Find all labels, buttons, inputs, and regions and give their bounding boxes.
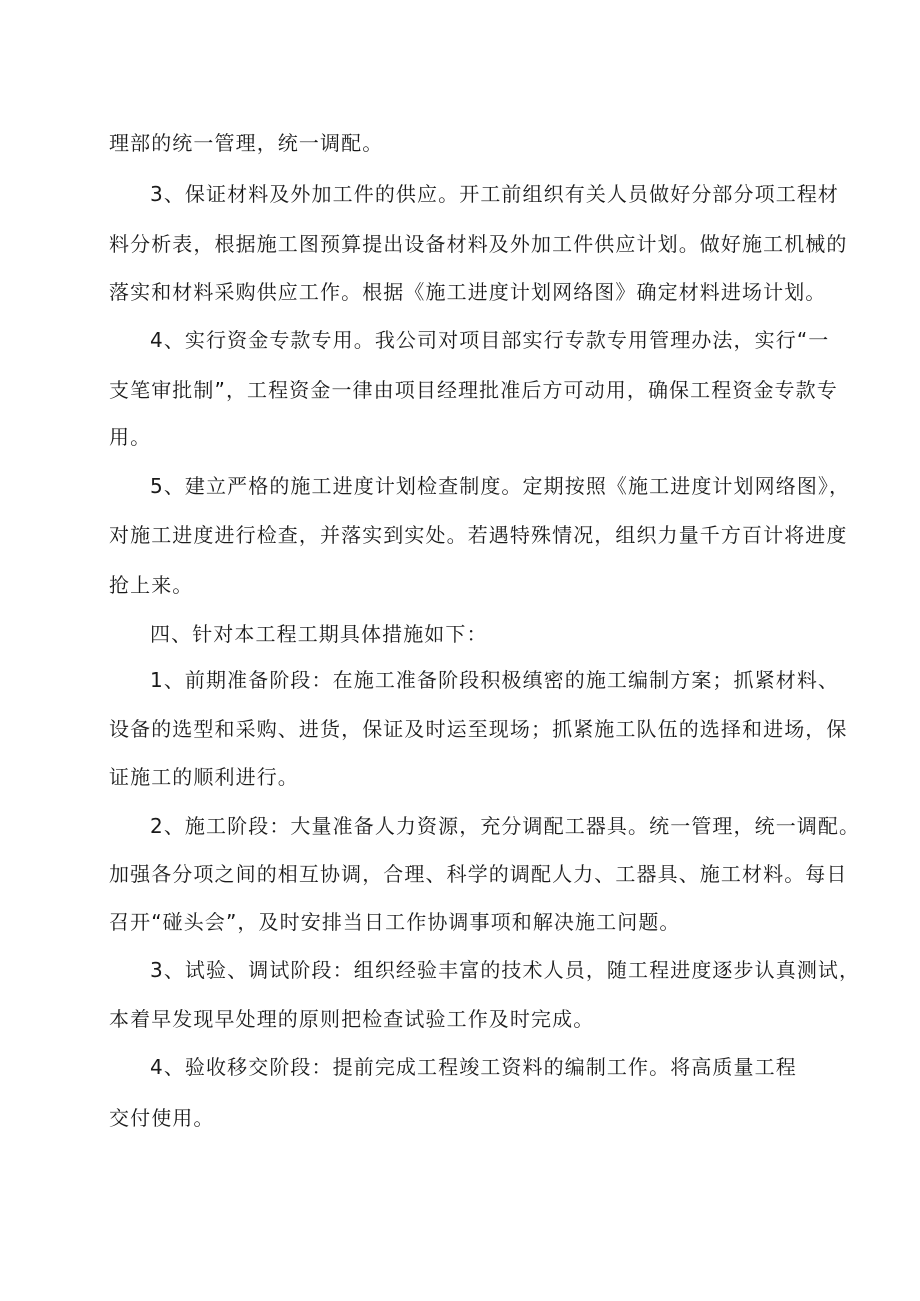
text-line: 1、前期准备阶段：在施工准备阶段积极缜密的施工编制方案；抓紧材料、 bbox=[150, 668, 840, 692]
text-line: 理部的统一管理，统一调配。 bbox=[109, 131, 384, 155]
text-line: 5、建立严格的施工进度计划检查制度。定期按照《施工进度计划网络图》， bbox=[150, 474, 851, 498]
text-line: 3、保证材料及外加工件的供应。开工前组织有关人员做好分部分项工程材 bbox=[150, 182, 840, 206]
text-line: 2、施工阶段：大量准备人力资源，充分调配工器具。统一管理，统一调配。 bbox=[150, 814, 861, 838]
text-line: 设备的选型和采购、进货，保证及时运至现场；抓紧施工队伍的选择和进场，保 bbox=[109, 717, 848, 741]
text-line: 4、实行资金专款专用。我公司对项目部实行专款专用管理办法，实行“一 bbox=[150, 328, 830, 352]
text-line: 4、验收移交阶段：提前完成工程竣工资料的编制工作。将高质量工程 bbox=[150, 1055, 797, 1079]
text-line: 用。 bbox=[109, 425, 152, 449]
text-line: 加强各分项之间的相互协调，合理、科学的调配人力、工器具、施工材料。每日 bbox=[109, 862, 848, 886]
text-line: 召开“碰头会”，及时安排当日工作协调事项和解决施工问题。 bbox=[109, 910, 681, 934]
text-line: 本着早发现早处理的原则把检查试验工作及时完成。 bbox=[109, 1007, 595, 1031]
text-line: 料分析表，根据施工图预算提出设备材料及外加工件供应计划。做好施工机械的 bbox=[109, 232, 848, 256]
text-line: 落实和材料采购供应工作。根据《施工进度计划网络图》确定材料进场计划。 bbox=[109, 280, 827, 304]
text-line: 证施工的顺利进行。 bbox=[109, 765, 299, 789]
text-line: 抢上来。 bbox=[109, 573, 194, 597]
text-line: 对施工进度进行检查，并落实到实处。若遇特殊情况，组织力量千方百计将进度 bbox=[109, 523, 848, 547]
text-line: 支笔审批制”，工程资金一律由项目经理批准后方可动用，确保工程资金专款专 bbox=[109, 378, 838, 402]
text-line: 四、针对本工程工期具体措施如下： bbox=[150, 622, 488, 646]
text-line: 交付使用。 bbox=[109, 1106, 215, 1130]
text-line: 3、试验、调试阶段：组织经验丰富的技术人员，随工程进度逐步认真测试， bbox=[150, 958, 861, 982]
